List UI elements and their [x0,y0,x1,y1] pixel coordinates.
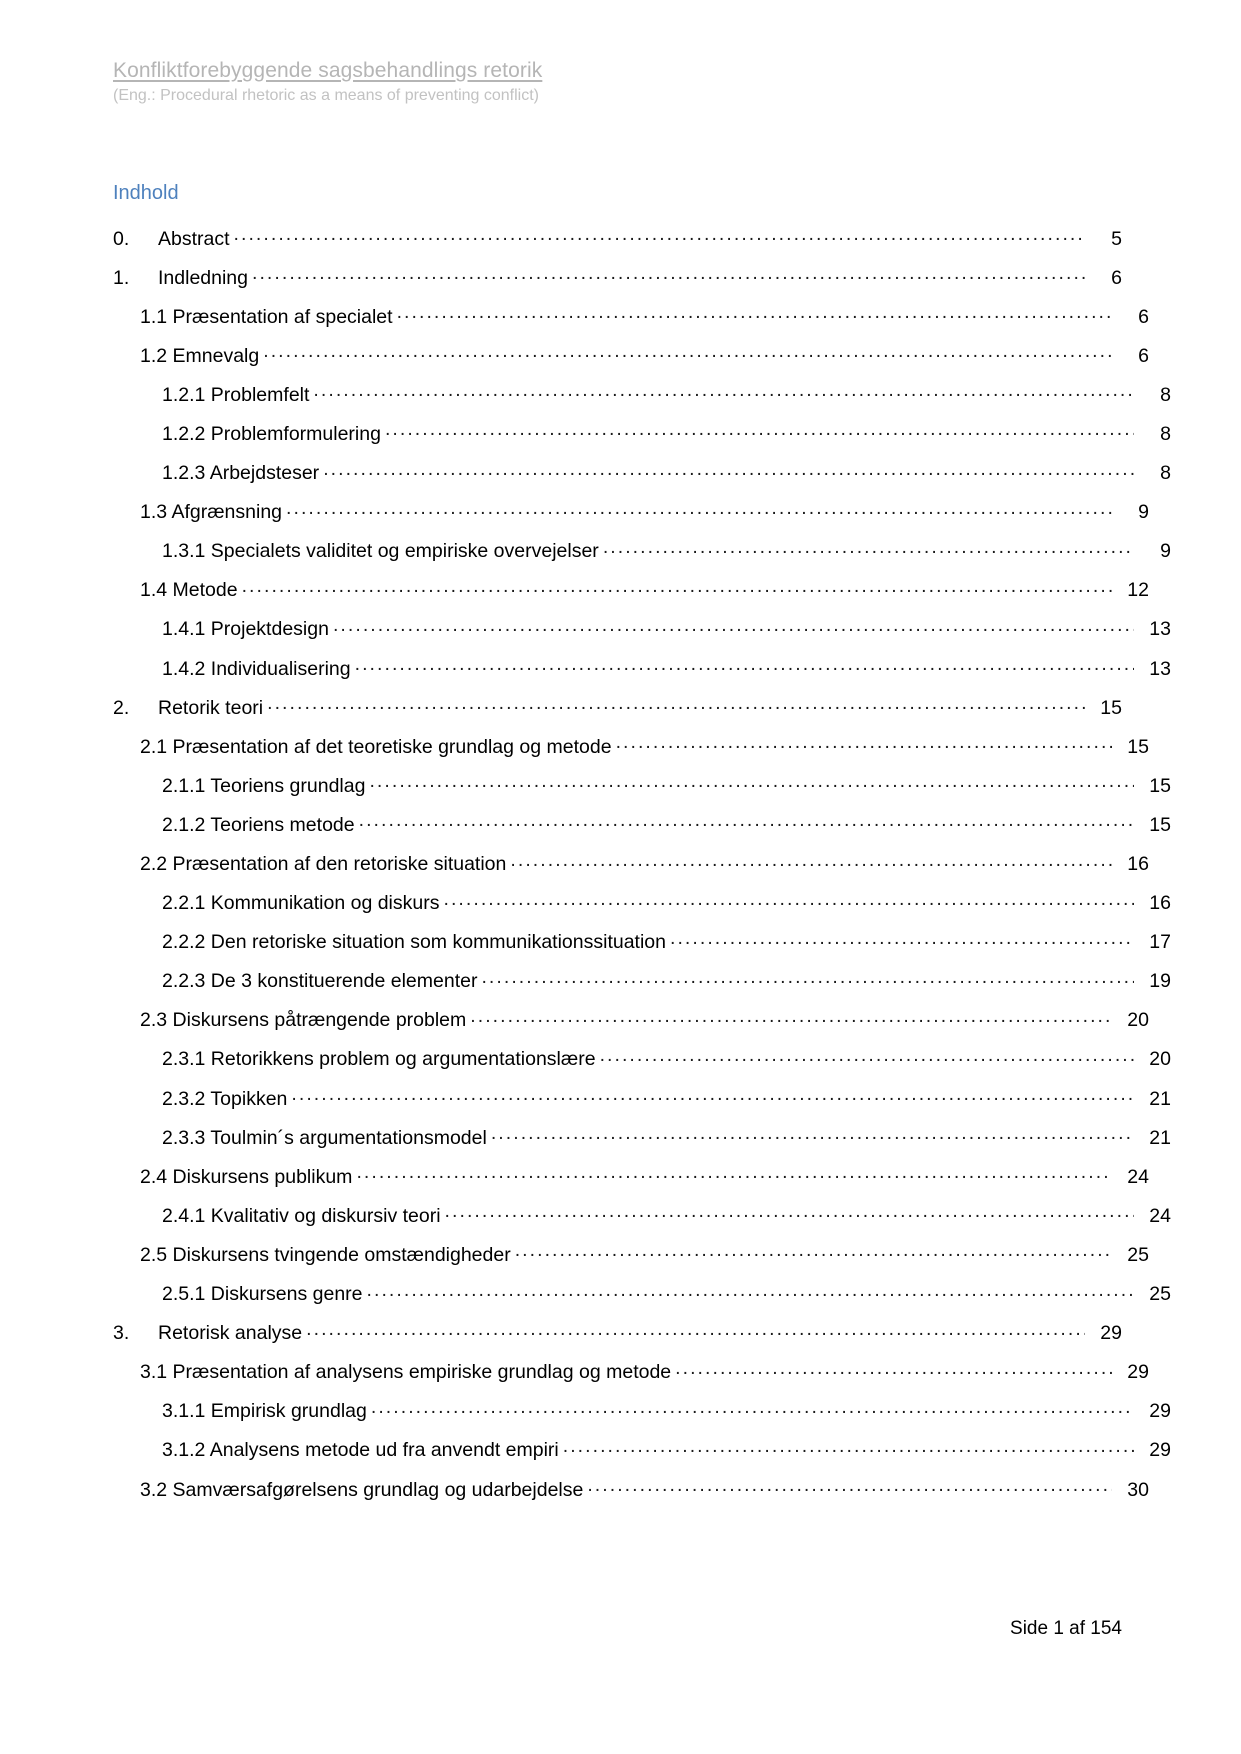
toc-leader-dots [563,1437,1134,1457]
page-number-label: Side 1 af 154 [1010,1618,1122,1639]
toc-entry-number: 3. [113,1322,130,1345]
toc-leader-dots [323,460,1134,480]
toc-entry-title: 2.5 Diskursens tvingende omstændigheder [140,1243,511,1266]
toc-entry-title: 1.4 Metode [140,579,238,602]
toc-leader-dots [385,420,1134,440]
toc-entry-title: 1.4.1 Projektdesign [162,618,329,641]
toc-leader-dots [356,1163,1112,1183]
toc-entry-title: 2.1 Præsentation af det teoretiske grundlag og metode [140,735,612,758]
toc-entry[interactable] [113,772,1171,797]
toc-entry-page: 9 [1138,501,1149,524]
toc-entry-page: 16 [1149,892,1171,915]
toc-entry-title: 3.1.2 Analysens metode ud fra anvendt empiri [162,1439,559,1462]
toc-entry-page: 29 [1149,1400,1171,1423]
toc-leader-dots [670,929,1134,949]
toc-leader-dots [470,1007,1112,1027]
toc-entry-title: 1.3.1 Specialets validitet og empiriske overvejelser [162,540,599,563]
toc-entry[interactable] [113,1476,1149,1501]
toc-entry-page: 13 [1149,657,1171,680]
toc-entry-page: 16 [1127,853,1149,875]
toc-entry-page: 24 [1127,1165,1149,1188]
toc-entry-title: 2.4 Diskursens publikum [140,1165,353,1188]
toc-entry-title: 3.2 Samværsafgørelsens grundlag og udarbejdelse [140,1478,584,1501]
toc-entry-title: 2.2.2 Den retoriske situation som kommunikationssituation [162,931,666,954]
toc-entry-title: 1.2.1 Problemfelt [162,383,310,406]
toc-leader-dots [510,851,1112,871]
toc-entry-page: 20 [1127,1009,1149,1032]
toc-leader-dots [443,890,1134,910]
toc-entry-page: 21 [1149,1126,1171,1149]
toc-entry[interactable] [113,538,1171,563]
toc-entry-page: 25 [1127,1243,1149,1266]
toc-entry-page: 13 [1149,618,1171,641]
toc-entry-page: 15 [1149,774,1171,797]
toc-entry[interactable] [113,1398,1171,1423]
toc-entry-number: 1. [113,266,130,289]
toc-leader-dots [397,303,1112,323]
toc-heading: Indhold [113,182,179,204]
toc-entry-number: 0. [113,227,130,250]
toc-entry[interactable] [113,1085,1171,1110]
document-subtitle: (Eng.: Procedural rhetoric as a means of preventing conflict) [113,87,539,104]
toc-entry-title: 2.2 Præsentation af den retoriske situation [140,853,507,875]
toc-entry[interactable] [113,381,1171,406]
toc-leader-dots [445,1202,1134,1222]
toc-leader-dots [600,1046,1134,1066]
toc-entry[interactable] [113,225,1122,250]
toc-entry-title: 1.2.3 Arbejdsteser [162,462,320,485]
page-footer [113,1617,1122,1641]
toc-leader-dots [267,694,1085,714]
toc-leader-dots [675,1359,1112,1379]
toc-entry-number: 2. [113,696,130,719]
toc-entry-title: 2.2.1 Kommunikation og diskurs [162,892,440,915]
toc-entry-page: 30 [1127,1478,1149,1501]
toc-leader-dots [291,1085,1134,1105]
toc-entry-title: 2.3.1 Retorikkens problem og argumentationslære [162,1048,596,1071]
toc-entry[interactable] [113,811,1171,836]
toc-entry-page: 15 [1149,813,1171,836]
toc-entry[interactable] [113,733,1149,758]
toc-leader-dots [242,577,1112,597]
toc-entry[interactable] [113,655,1171,680]
toc-entry-title: 2.3.2 Topikken [162,1087,288,1110]
toc-entry-page: 6 [1138,344,1149,367]
document-title: Konfliktforebyggende sagsbehandlings retorik [113,59,543,82]
toc-leader-dots [252,264,1085,284]
toc-entry-title: 1.2 Emnevalg [140,344,260,367]
toc-leader-dots [515,1241,1112,1261]
toc-entry-title: 1.1 Præsentation af specialet [140,305,393,328]
toc-entry-page: 25 [1149,1283,1171,1306]
toc-entry-list [113,225,1171,1501]
toc-entry[interactable] [113,1124,1171,1149]
toc-entry-page: 12 [1127,579,1149,602]
toc-leader-dots [616,733,1112,753]
toc-leader-dots [286,499,1112,519]
toc-entry-page: 6 [1138,305,1149,328]
toc-entry-title: 3.1 Præsentation af analysens empiriske grundlag og metode [140,1361,672,1384]
toc-leader-dots [333,616,1134,636]
toc-entry[interactable] [113,499,1149,524]
toc-entry-title: 2.2.3 De 3 konstituerende elementer [162,970,478,993]
toc-entry[interactable] [113,694,1122,719]
toc-leader-dots [367,1281,1134,1301]
toc-entry-page: 19 [1149,970,1171,993]
toc-entry[interactable] [113,264,1122,289]
toc-entry[interactable] [113,1007,1149,1032]
toc-entry[interactable] [113,1359,1149,1384]
toc-leader-dots [369,772,1134,792]
toc-leader-dots [491,1124,1134,1144]
toc-leader-dots [603,538,1134,558]
toc-entry[interactable] [113,616,1171,641]
toc-entry-page: 17 [1149,931,1171,954]
toc-entry-title: 1.3 Afgrænsning [140,501,283,524]
toc-leader-dots [306,1320,1085,1340]
toc-entry-page: 29 [1127,1361,1149,1384]
toc-entry-page: 8 [1160,383,1171,406]
toc-entry[interactable] [113,1202,1171,1227]
table-of-contents [113,180,1171,1515]
toc-entry-title: 2.3 Diskursens påtrængende problem [140,1009,467,1032]
toc-entry[interactable] [113,303,1149,328]
toc-entry[interactable] [113,460,1171,485]
toc-leader-dots [355,655,1134,675]
toc-entry-page: 8 [1160,422,1171,445]
toc-entry[interactable] [113,968,1171,993]
toc-leader-dots [481,968,1134,988]
toc-entry[interactable] [113,1281,1171,1306]
toc-entry-title: 3.1.1 Empirisk grundlag [162,1400,367,1423]
toc-entry-page: 29 [1149,1439,1171,1462]
toc-entry-page: 5 [1111,227,1122,250]
toc-entry[interactable] [113,929,1171,954]
toc-entry[interactable] [113,851,1149,876]
toc-entry[interactable] [113,1046,1171,1071]
toc-entry[interactable] [113,420,1171,445]
toc-entry-title: Retorik teori [158,696,264,719]
toc-leader-dots [263,342,1112,362]
toc-leader-dots [371,1398,1134,1418]
toc-entry-page: 9 [1160,540,1171,563]
toc-entry-page: 8 [1160,462,1171,485]
toc-entry[interactable] [113,1437,1171,1462]
toc-entry[interactable] [113,1241,1149,1266]
toc-entry-title: 1.4.2 Individualisering [162,657,351,680]
toc-entry[interactable] [113,342,1149,367]
toc-entry[interactable] [113,577,1149,602]
toc-entry-page: 15 [1100,696,1122,719]
running-header [113,58,1113,107]
toc-leader-dots [587,1476,1112,1496]
toc-entry[interactable] [113,1320,1122,1345]
toc-entry-page: 24 [1149,1204,1171,1227]
toc-entry-page: 21 [1149,1087,1171,1110]
toc-entry-title: 1.2.2 Problemformulering [162,422,381,445]
toc-entry-title: 2.4.1 Kvalitativ og diskursiv teori [162,1204,441,1227]
toc-leader-dots [234,225,1085,245]
toc-entry[interactable] [113,890,1171,915]
toc-entry[interactable] [113,1163,1149,1188]
toc-entry-page: 15 [1127,735,1149,758]
toc-entry-page: 20 [1149,1048,1171,1071]
toc-entry-title: 2.3.3 Toulmin´s argumentationsmodel [162,1126,487,1149]
toc-entry-title: Indledning [158,266,248,289]
toc-leader-dots [359,811,1134,831]
toc-entry-title: Abstract [158,227,230,250]
toc-leader-dots [313,381,1134,401]
toc-entry-page: 29 [1100,1322,1122,1345]
toc-entry-title: 2.5.1 Diskursens genre [162,1283,363,1306]
toc-entry-title: Retorisk analyse [158,1322,303,1345]
toc-entry-title: 2.1.1 Teoriens grundlag [162,774,366,797]
toc-entry-page: 6 [1111,266,1122,289]
toc-entry-title: 2.1.2 Teoriens metode [162,813,355,836]
